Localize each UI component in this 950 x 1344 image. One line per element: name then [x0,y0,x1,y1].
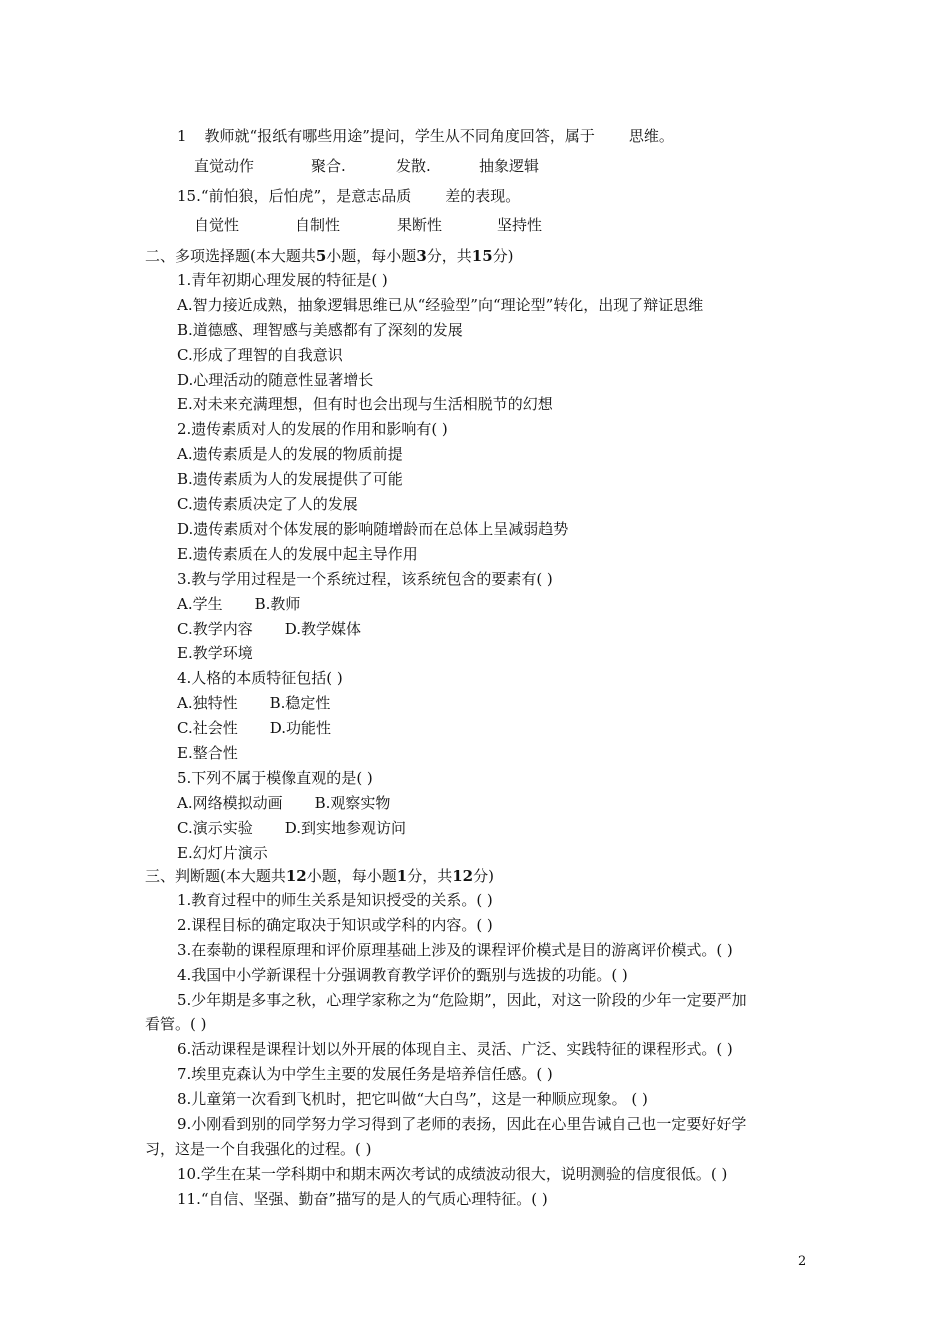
page-number: 2 [798,1254,807,1269]
mc-option: A.独特性 [177,694,238,712]
header-text: 分，共 [407,867,453,885]
mc-option: B.道德感、理智感与美感都有了深刻的发展 [177,321,463,339]
mc-option: A.学生 [177,595,223,613]
mc-option: E.整合性 [177,744,238,762]
mc-option-row [177,718,331,738]
mc-option: B.教师 [254,595,301,613]
question-14-text: 教师就“报纸有哪些用途”提问，学生从不同角度回答，属于 [204,127,595,145]
mc-option: E.对未来充满理想，但有时也会出现与生活相脱节的幻想 [177,395,553,413]
mc-option: E.教学环境 [177,644,253,662]
mc-option: A.网络模拟动画 [177,794,283,812]
mc-option-row [177,370,373,390]
header-points: 1 [396,867,408,885]
section-3-header [145,866,494,886]
option: 果断性 [397,216,443,234]
mc-option-row [177,320,463,340]
mc-option-row [177,793,390,813]
option: 发散. [396,157,431,175]
option: 抽象逻辑 [479,157,540,175]
mc-option-row [177,345,343,365]
mc-option: D.功能性 [269,719,331,737]
mc-option: B.观察实物 [314,794,391,812]
mc-option: A.智力接近成熟，抽象逻辑思维已从“经验型”向“理论型”转化，出现了辩证思维 [177,296,704,314]
question-15-tail: 差的表现。 [445,187,521,205]
mc-option: C.教学内容 [177,620,253,638]
header-text: 二、多项选择题(本大题共 [145,247,316,265]
header-text: 分，共 [426,247,472,265]
header-count: 5 [315,247,327,265]
header-count: 12 [285,867,307,885]
mc-question-stem: 4.人格的本质特征包括( ) [177,669,343,687]
judgement-item: 8.儿童第一次看到飞机时，把它叫做“大白鸟”，这是一种顺应现象。 ( ) [177,1090,648,1108]
question-15 [177,186,520,206]
option: 聚合. [311,157,346,175]
header-total: 15 [471,247,493,265]
judgement-item: 11.“自信、坚强、勤奋”描写的是人的气质心理特征。( ) [177,1190,548,1208]
mc-question-stem: 5.下列不属于模像直观的是( ) [177,769,373,787]
mc-option-row [177,594,300,614]
judgement-item: 6.活动课程是课程计划以外开展的体现自主、灵活、广泛、实践特征的课程形式。( ) [177,1040,733,1058]
mc-option: D.教学媒体 [284,620,361,638]
mc-option: C.形成了理智的自我意识 [177,346,343,364]
mc-option-row [177,619,361,639]
judgement-item: 10.学生在某一学科期中和期末两次考试的成绩波动很大，说明测验的信度很低。( ) [177,1165,728,1183]
question-14-tail: 思维。 [628,127,674,145]
judgement-item: 5.少年期是多事之秋，心理学家称之为“危险期”，因此，对这一阶段的少年一定要严加 [177,991,747,1009]
question-15-text: 15.“前怕狼，后怕虎”，是意志品质 [177,187,412,205]
mc-option: B.遗传素质为人的发展提供了可能 [177,470,403,488]
header-text: 分) [492,247,514,265]
mc-option-row [177,743,238,763]
mc-question-stem: 1.青年初期心理发展的特征是( ) [177,271,388,289]
mc-option-row [177,295,703,315]
mc-option: A.遗传素质是人的发展的物质前提 [177,445,403,463]
mc-option: D.心理活动的随意性显著增长 [177,371,374,389]
mc-option: D.遗传素质对个体发展的影响随增龄而在总体上呈减弱趋势 [177,520,569,538]
mc-option: C.演示实验 [177,819,253,837]
mc-option: E.幻灯片演示 [177,844,268,862]
mc-option: C.遗传素质决定了人的发展 [177,495,358,513]
section-2-header [145,246,514,266]
header-text: 小题，每小题 [326,247,417,265]
judgement-item: 3.在泰勒的课程原理和评价原理基础上涉及的课程评价模式是目的游离评价模式。( ) [177,941,733,959]
mc-question-stem: 2.遗传素质对人的发展的作用和影响有( ) [177,420,448,438]
judgement-item: 7.埃里克森认为中学生主要的发展任务是培养信任感。( ) [177,1065,553,1083]
mc-option: D.到实地参观访问 [284,819,406,837]
mc-option: B.稳定性 [269,694,331,712]
judgement-item: 1.教育过程中的师生关系是知识授受的关系。( ) [177,891,493,909]
mc-option-row [177,643,253,663]
judgement-item-continued: 看管。( ) [145,1015,207,1033]
judgement-item: 2.课程目标的确定取决于知识或学科的内容。( ) [177,916,493,934]
option: 自觉性 [194,216,240,234]
question-14-number: 1 [177,127,187,145]
mc-option-row [177,494,358,514]
header-text: 三、判断题(本大题共 [145,867,286,885]
mc-question-stem: 3.教与学用过程是一个系统过程，该系统包含的要素有( ) [177,570,553,588]
mc-option-row [177,843,268,863]
option: 坚持性 [497,216,543,234]
option: 直觉动作 [194,157,255,175]
mc-option: C.社会性 [177,719,238,737]
judgement-item: 9.小刚看到别的同学努力学习得到了老师的表扬，因此在心里告诫自己也一定要好好学 [177,1115,747,1133]
header-text: 分) [473,867,494,885]
header-total: 12 [452,867,474,885]
judgement-item-continued: 习，这是一个自我强化的过程。( ) [145,1140,372,1158]
question-14 [177,126,674,146]
mc-option: E.遗传素质在人的发展中起主导作用 [177,545,418,563]
mc-option-row [177,469,403,489]
mc-option-row [177,544,418,564]
judgement-item: 4.我国中小学新课程十分强调教育教学评价的甄别与选拔的功能。( ) [177,966,628,984]
mc-option-row [177,394,553,414]
mc-option-row [177,693,330,713]
header-text: 小题，每小题 [306,867,397,885]
header-points: 3 [416,247,427,265]
mc-option-row [177,444,403,464]
mc-option-row [177,519,568,539]
option: 自制性 [295,216,341,234]
mc-option-row [177,818,406,838]
